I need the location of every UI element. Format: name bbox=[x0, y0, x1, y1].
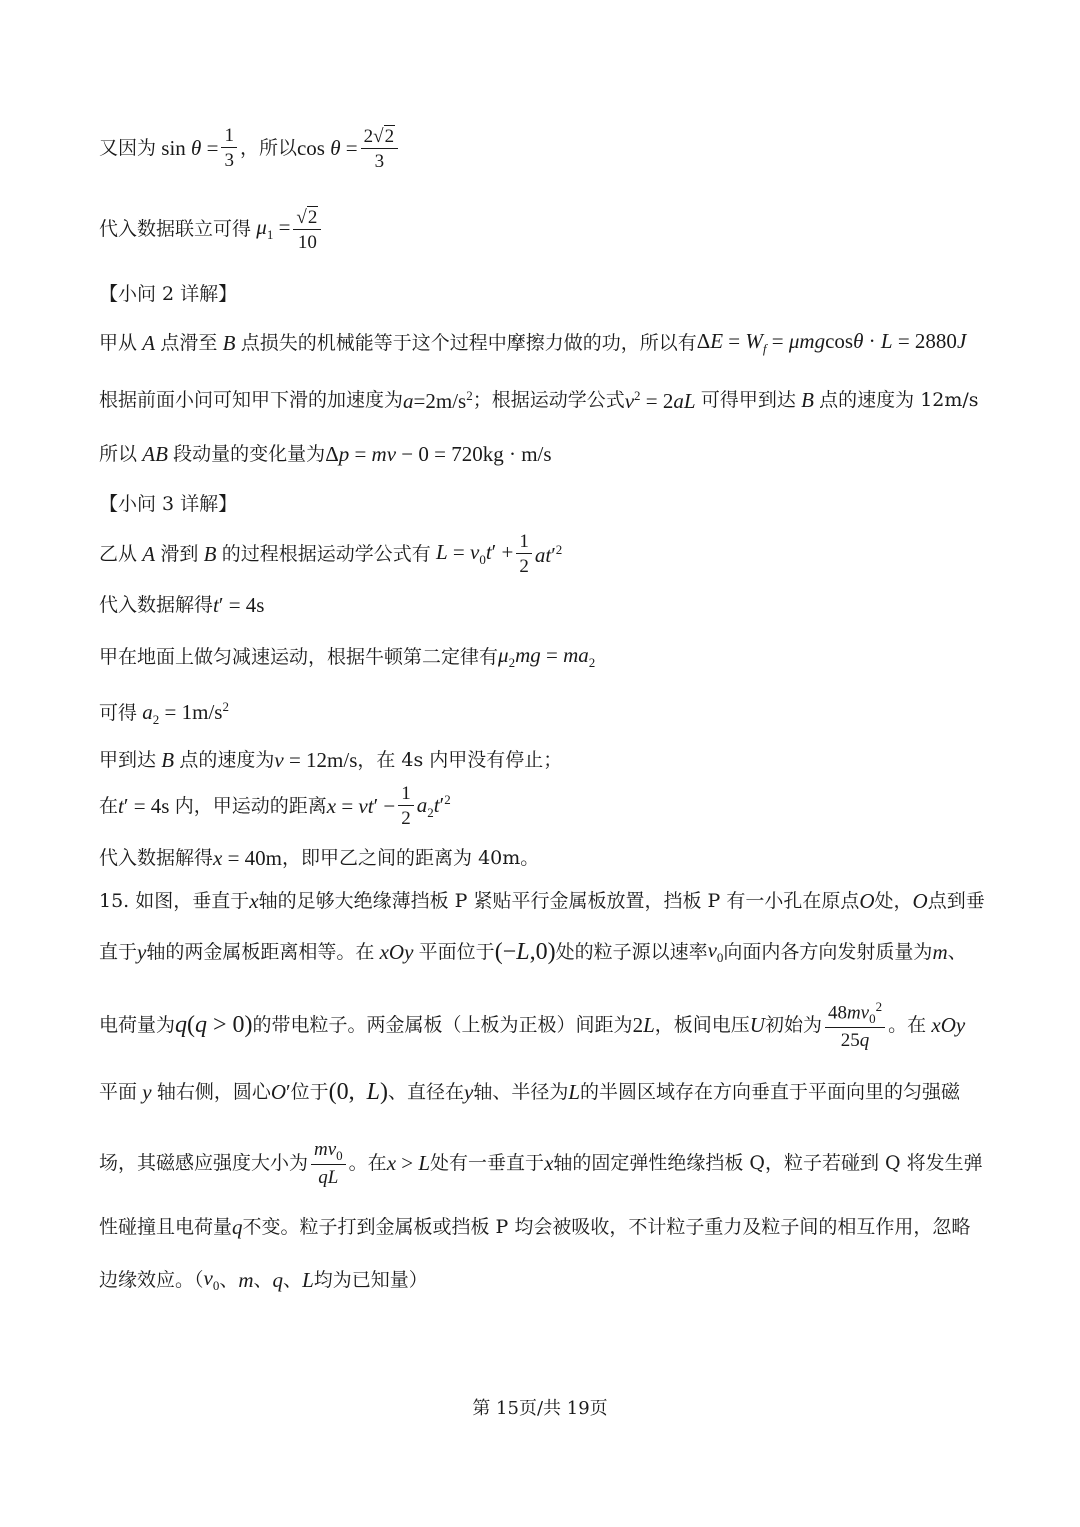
text-line bbox=[99, 700, 229, 726]
fraction: $\frac{1}{3}$ bbox=[221, 126, 237, 170]
math: B bbox=[795, 388, 820, 412]
text: 、 bbox=[253, 1268, 273, 1291]
math: q(q > 0) bbox=[175, 1012, 253, 1039]
text: 点滑至 bbox=[160, 331, 218, 354]
text: 15. 如图，垂直于 bbox=[99, 890, 250, 912]
section-heading: 【小问 3 详解】 bbox=[99, 493, 238, 515]
math: A bbox=[137, 330, 161, 355]
math: B bbox=[156, 748, 180, 772]
text: 性碰撞且电荷量 bbox=[99, 1216, 233, 1238]
text-line bbox=[99, 532, 562, 576]
math: $at'^2$ bbox=[534, 541, 563, 567]
text: 、 bbox=[947, 940, 967, 963]
text: 的过程根据运动学公式有 bbox=[221, 542, 431, 565]
text: 电荷量为 bbox=[99, 1013, 176, 1036]
text: 。在 bbox=[348, 1151, 387, 1174]
math: AB bbox=[137, 442, 174, 466]
text-line bbox=[99, 331, 966, 355]
text: 、直径在 bbox=[388, 1080, 465, 1103]
text: 。在 bbox=[888, 1013, 927, 1036]
math: U bbox=[749, 1012, 765, 1037]
fraction: $\frac{mv_0}{qL}$ bbox=[311, 1140, 346, 1187]
text: 甲到达 bbox=[99, 749, 157, 771]
text-line bbox=[99, 206, 324, 252]
fraction: √ 2 10 bbox=[293, 206, 321, 252]
math: O bbox=[912, 889, 928, 913]
text: 轴右侧，圆心 bbox=[156, 1080, 271, 1103]
math: $L = v_0t'$ + bbox=[435, 539, 514, 568]
text: 轴的固定弹性绝缘挡板 Q，粒子若碰到 Q 将发生弹 bbox=[553, 1151, 983, 1174]
text: 点的速度为 12m/s bbox=[819, 389, 979, 411]
math: t′ = 4s bbox=[118, 793, 175, 818]
math: xOy bbox=[374, 939, 419, 964]
math: m bbox=[238, 1267, 254, 1292]
fraction: $\frac{48mv_0^2}{25q}$ bbox=[825, 1000, 885, 1050]
text: 甲从 bbox=[99, 331, 138, 354]
text: 、 bbox=[219, 1268, 239, 1291]
math: O′ bbox=[270, 1079, 291, 1104]
text-line bbox=[99, 848, 539, 869]
math: q bbox=[272, 1267, 284, 1292]
math: y bbox=[137, 1079, 157, 1104]
math: x = vt′ − bbox=[326, 793, 396, 818]
text: ，即甲乙之间的距离为 40m。 bbox=[282, 847, 540, 869]
text-line bbox=[99, 389, 979, 412]
text: 代入数据联立可得 bbox=[99, 217, 252, 240]
text: 轴的足够大绝缘薄挡板 P 紧贴平行金属板放置，挡板 P 有一小孔在原点 bbox=[258, 890, 860, 912]
math: x > L bbox=[386, 1150, 431, 1175]
text-line bbox=[99, 444, 552, 465]
text-line bbox=[99, 1080, 960, 1104]
text: 点到垂 bbox=[927, 890, 985, 912]
text: 处有一垂直于 bbox=[430, 1151, 545, 1174]
text-line bbox=[99, 940, 967, 964]
text: 又因为 bbox=[99, 136, 157, 159]
text: 甲在地面上做匀减速运动，根据牛顿第二定律有 bbox=[99, 645, 499, 668]
math: v = 12m/s bbox=[274, 748, 358, 772]
math: $a_2t'^2$ bbox=[416, 791, 451, 821]
text: 位于 bbox=[290, 1080, 329, 1103]
text: 平面 bbox=[99, 1080, 138, 1103]
text: 向面内各方向发射质量为 bbox=[723, 940, 933, 963]
text: 段动量的变化量为 bbox=[173, 443, 326, 465]
text-line bbox=[99, 1217, 970, 1238]
math: cos θ = bbox=[296, 135, 358, 160]
math: x bbox=[249, 889, 259, 913]
text: 不变。粒子打到金属板或挡板 P 均会被吸收，不计粒子重力及粒子间的相互作用，忽略 bbox=[242, 1216, 971, 1238]
text: 可得甲到达 bbox=[700, 389, 796, 411]
math: t′ = 4s bbox=[213, 593, 265, 617]
text-line bbox=[99, 891, 985, 912]
text: 在 bbox=[99, 794, 119, 817]
text: 轴的两金属板距离相等。在 bbox=[146, 940, 375, 963]
text: 滑到 bbox=[160, 542, 199, 565]
math: y bbox=[464, 1079, 474, 1104]
text-line bbox=[99, 784, 451, 828]
text: 均为已知量） bbox=[313, 1268, 428, 1291]
text: 点的速度为 bbox=[179, 749, 275, 771]
text: 的半圆区域存在方向垂直于平面向里的匀强磁 bbox=[580, 1080, 961, 1103]
text-line bbox=[99, 750, 562, 771]
text: 内，甲运动的距离 bbox=[174, 794, 327, 817]
math: B bbox=[198, 541, 222, 566]
text: 处的粒子源以速率 bbox=[555, 940, 708, 963]
math: x = 40m bbox=[213, 846, 283, 870]
math: xOy bbox=[926, 1012, 966, 1037]
text: 所以 bbox=[99, 443, 138, 465]
text: 轴、半径为 bbox=[473, 1080, 569, 1103]
math: B bbox=[217, 330, 241, 355]
text-line bbox=[99, 1000, 965, 1050]
text: 场，其磁感应强度大小为 bbox=[99, 1151, 309, 1174]
text: 直于 bbox=[99, 940, 138, 963]
math: m bbox=[932, 939, 948, 964]
math: L bbox=[302, 1267, 314, 1292]
text-line bbox=[99, 125, 401, 171]
math: $\Delta E = W_f = \mu mgcos\theta \cdot L = 2880J$ bbox=[696, 329, 967, 357]
text: 、 bbox=[283, 1268, 303, 1291]
math: $v_0$ bbox=[707, 938, 724, 966]
text: 代入数据解得 bbox=[99, 594, 214, 616]
text-line bbox=[99, 645, 595, 669]
fraction: $\frac{1}{2}$ bbox=[516, 532, 532, 576]
math: (−L,0) bbox=[494, 939, 556, 966]
text-line bbox=[99, 595, 264, 616]
text: ，在 4s 内甲没有停止； bbox=[357, 749, 563, 771]
section-heading: 【小问 2 详解】 bbox=[99, 283, 238, 305]
math: (0, L) bbox=[328, 1079, 388, 1105]
text: ；根据运动学公式 bbox=[472, 389, 625, 411]
math: $v^2 = 2aL$ bbox=[624, 388, 696, 413]
math: sin θ = bbox=[156, 135, 219, 160]
fraction: 2√ 2 3 bbox=[361, 125, 398, 171]
math: $\mu_1$ = bbox=[256, 214, 291, 243]
text: ，所以 bbox=[239, 136, 297, 159]
text: 初始为 bbox=[764, 1013, 822, 1036]
math: Δp = mv − 0 = 720kg · m/s bbox=[325, 442, 552, 466]
text: 根据前面小问可知甲下滑的加速度为 bbox=[99, 389, 404, 411]
text-line bbox=[99, 1140, 983, 1187]
page-footer: 第 15页/共 19页 bbox=[472, 1398, 608, 1419]
math: x bbox=[544, 1150, 554, 1175]
math: $a=2m/s^2$ bbox=[403, 388, 473, 413]
text: 可得 bbox=[99, 701, 138, 724]
text: 代入数据解得 bbox=[99, 847, 214, 869]
text: 边缘效应。（ bbox=[99, 1268, 204, 1291]
text: 处， bbox=[874, 890, 913, 912]
text-line bbox=[99, 1268, 428, 1292]
math: y bbox=[137, 939, 147, 964]
fraction: $\frac{1}{2}$ bbox=[398, 784, 414, 828]
text: ，板间电压 bbox=[654, 1013, 750, 1036]
text: 乙从 bbox=[99, 542, 138, 565]
math: 2L bbox=[632, 1012, 655, 1037]
math: A bbox=[137, 541, 161, 566]
text: 的带电粒子。两金属板（上板为正极）间距为 bbox=[252, 1013, 633, 1036]
math: O bbox=[859, 889, 875, 913]
math: q bbox=[232, 1215, 243, 1239]
text: 平面位于 bbox=[418, 940, 495, 963]
math: $\mu_2mg = ma_2$ bbox=[498, 643, 596, 671]
math: $a_2 = 1m/s^2$ bbox=[142, 699, 229, 728]
math: L bbox=[568, 1079, 581, 1104]
text: 点损失的机械能等于这个过程中摩擦力做的功，所以有 bbox=[240, 331, 697, 354]
math: $v_0$ bbox=[203, 1266, 220, 1294]
